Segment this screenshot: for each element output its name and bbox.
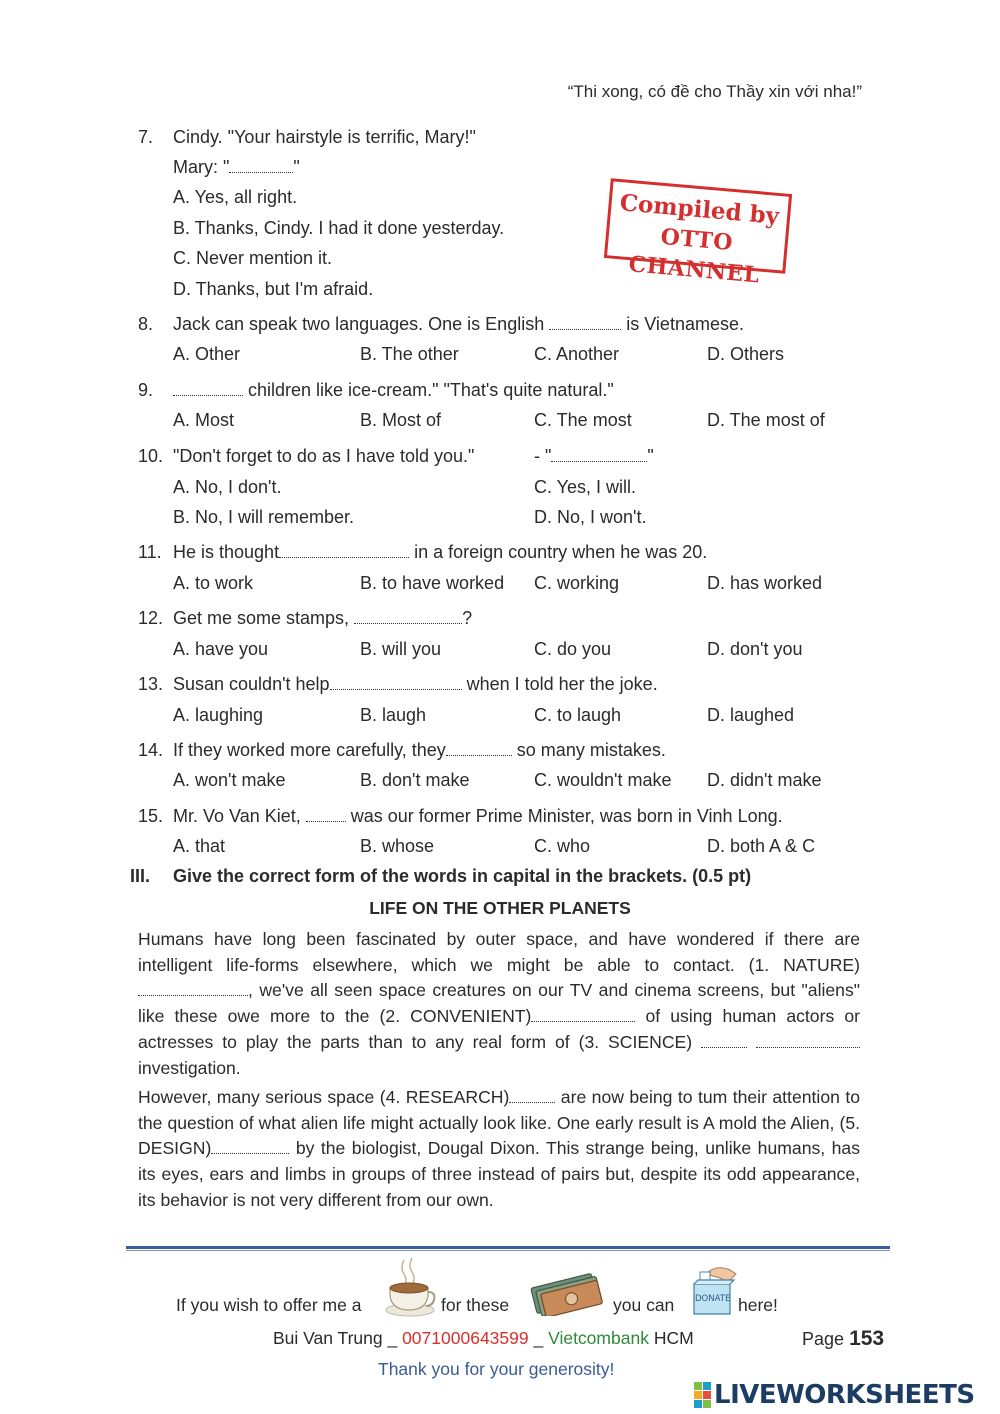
page-label: Page xyxy=(802,1329,845,1349)
option-b[interactable]: B. The other xyxy=(360,344,459,364)
option-c[interactable]: C. Never mention it. xyxy=(173,248,333,268)
bank-account-line xyxy=(273,1328,694,1349)
option-c[interactable]: C. The most xyxy=(534,410,632,430)
coffee-cup-icon xyxy=(384,1256,436,1318)
option-d[interactable]: D. No, I won't. xyxy=(534,507,647,527)
option-b[interactable]: B. No, I will remember. xyxy=(173,507,355,527)
answer-blank-4[interactable] xyxy=(509,1089,555,1103)
answer-blank-3[interactable] xyxy=(756,1034,860,1048)
question-text: Cindy. "Your hairstyle is terrific, Mary!" xyxy=(173,127,476,147)
question-number: 15. xyxy=(138,806,164,826)
bank-name: Vietcombank xyxy=(548,1328,649,1348)
answer-blank[interactable] xyxy=(173,382,243,396)
option-d[interactable]: D. Others xyxy=(707,344,785,364)
option-c[interactable]: C. to laugh xyxy=(534,705,622,725)
answer-blank-2[interactable] xyxy=(531,1008,635,1022)
offer-text-3: you can xyxy=(613,1295,675,1315)
question-number: 12. xyxy=(138,608,164,628)
section-instruction: Give the correct form of the words in capital in the brackets. (0.5 pt) xyxy=(173,866,752,886)
passage-paragraph-2: However, many serious space (4. RESEARCH) are now being to tum their attention to the question of what alien life might actually look like. One early result is A mold the Alien, (5. DESIGN) by the biologist, Dougal Dixon. This strange being, unlike humans, has its eyes, ears and limbs in groups of three instead of pairs but, despite its odd appearance, its behavior is not very different from our own. xyxy=(138,1087,861,1210)
question-number: 10. xyxy=(138,446,164,466)
answer-blank-1[interactable] xyxy=(138,982,248,996)
option-c[interactable]: C. do you xyxy=(534,639,612,659)
footer-divider-thin xyxy=(126,1250,890,1251)
liveworksheets-logo xyxy=(694,1380,975,1410)
answer-blank-3a[interactable] xyxy=(701,1034,747,1048)
bank-city: HCM xyxy=(653,1328,694,1348)
answer-blank[interactable] xyxy=(330,676,462,690)
question-response: - " " xyxy=(534,446,654,466)
offer-text-4: here! xyxy=(738,1295,778,1315)
option-c[interactable]: C. who xyxy=(534,836,591,856)
offer-text-2: for these xyxy=(441,1295,510,1315)
option-a[interactable]: A. Yes, all right. xyxy=(173,187,298,207)
thanks-message: Thank you for your generosity! xyxy=(378,1359,615,1379)
question-text: Get me some stamps, ? xyxy=(173,608,473,628)
question-number: 8. xyxy=(138,314,154,334)
stamp-line-1: Compiled by xyxy=(618,189,781,230)
option-a[interactable]: A. Most xyxy=(173,410,235,430)
option-c[interactable]: C. working xyxy=(534,573,620,593)
option-d[interactable]: D. laughed xyxy=(707,705,795,725)
page-number xyxy=(802,1327,884,1351)
question-number: 13. xyxy=(138,674,164,694)
liveworksheets-wordmark: LIVEWORKSHEETS xyxy=(714,1380,975,1410)
option-c[interactable]: C. wouldn't make xyxy=(534,770,672,790)
passage-title: LIFE ON THE OTHER PLANETS xyxy=(369,898,631,918)
option-b[interactable]: B. Most of xyxy=(360,410,442,430)
option-a[interactable]: A. to work xyxy=(173,573,254,593)
option-a[interactable]: A. No, I don't. xyxy=(173,477,282,497)
question-number: 7. xyxy=(138,127,154,147)
option-d[interactable]: D. The most of xyxy=(707,410,825,430)
answer-blank[interactable] xyxy=(549,316,621,330)
answer-blank[interactable] xyxy=(551,448,647,462)
option-b[interactable]: B. will you xyxy=(360,639,442,659)
money-bills-icon xyxy=(527,1270,605,1316)
option-b[interactable]: B. don't make xyxy=(360,770,470,790)
option-a[interactable]: A. Other xyxy=(173,344,241,364)
liveworksheets-icon xyxy=(694,1382,711,1408)
answer-blank[interactable] xyxy=(279,544,409,558)
question-text: children like ice-cream." "That's quite natural." xyxy=(173,380,614,401)
question-text-line2: Mary: " " xyxy=(173,157,300,177)
stamp-line-2: OTTO CHANNEL xyxy=(627,223,761,289)
answer-blank[interactable] xyxy=(229,159,293,173)
question-text: "Don't forget to do as I have told you." xyxy=(173,446,475,466)
question-number: 11. xyxy=(138,542,162,562)
option-c[interactable]: C. Yes, I will. xyxy=(534,477,637,497)
option-a[interactable]: A. won't make xyxy=(173,770,286,790)
separator: _ xyxy=(533,1328,544,1348)
section-number: III. xyxy=(130,866,151,886)
question-text: Mr. Vo Van Kiet, was our former Prime Minister, was born in Vinh Long. xyxy=(173,806,783,826)
question-text: He is thought in a foreign country when he was 20. xyxy=(173,542,708,562)
answer-blank[interactable] xyxy=(306,808,346,822)
option-d[interactable]: D. has worked xyxy=(707,573,823,593)
option-b[interactable]: B. laugh xyxy=(360,705,427,725)
option-a[interactable]: A. that xyxy=(173,836,226,856)
question-number: 14. xyxy=(138,740,164,760)
question-number: 9. xyxy=(138,380,154,400)
option-d[interactable]: D. didn't make xyxy=(707,770,822,790)
option-d[interactable]: D. both A & C xyxy=(707,836,816,856)
answer-blank[interactable] xyxy=(446,742,512,756)
compiled-by-stamp xyxy=(604,178,792,289)
answer-blank-5[interactable] xyxy=(211,1140,289,1154)
option-b[interactable]: B. whose xyxy=(360,836,435,856)
donate-box[interactable] xyxy=(686,1266,738,1316)
footer-divider xyxy=(126,1246,890,1249)
donate-label: DONATE xyxy=(695,1294,731,1304)
option-d[interactable]: D. Thanks, but I'm afraid. xyxy=(173,279,374,299)
option-a[interactable]: A. laughing xyxy=(173,705,264,725)
option-b[interactable]: B. Thanks, Cindy. I had it done yesterday. xyxy=(173,218,505,238)
page-value: 153 xyxy=(849,1327,885,1350)
header-quote: “Thi xong, có đề cho Thầy xin với nha!” xyxy=(567,82,862,101)
offer-text-1: If you wish to offer me a xyxy=(176,1295,362,1315)
question-text: Jack can speak two languages. One is English is Vietnamese. xyxy=(173,314,744,334)
option-b[interactable]: B. to have worked xyxy=(360,573,505,593)
question-text: If they worked more carefully, they so many mistakes. xyxy=(173,740,666,760)
passage-paragraph-1: Humans have long been fascinated by outer space, and have wondered if there are intelligent life-forms elsewhere, which we might be able to contact. (1. NATURE) , we've all seen space creatures on our TV and cinema screens, but "aliens" like these owe more to the (2. CONVENIENT) of using human actors or actresses to play the parts than to any real form of (3. SCIENCE) investigation. xyxy=(138,929,860,1078)
option-a[interactable]: A. have you xyxy=(173,639,269,659)
account-number: 0071000643599 xyxy=(402,1328,529,1348)
question-text: Susan couldn't help when I told her the joke. xyxy=(173,674,658,694)
option-d[interactable]: D. don't you xyxy=(707,639,803,659)
account-holder: Bui Van Trung _ xyxy=(273,1328,398,1348)
answer-blank[interactable] xyxy=(354,610,462,624)
option-c[interactable]: C. Another xyxy=(534,344,620,364)
